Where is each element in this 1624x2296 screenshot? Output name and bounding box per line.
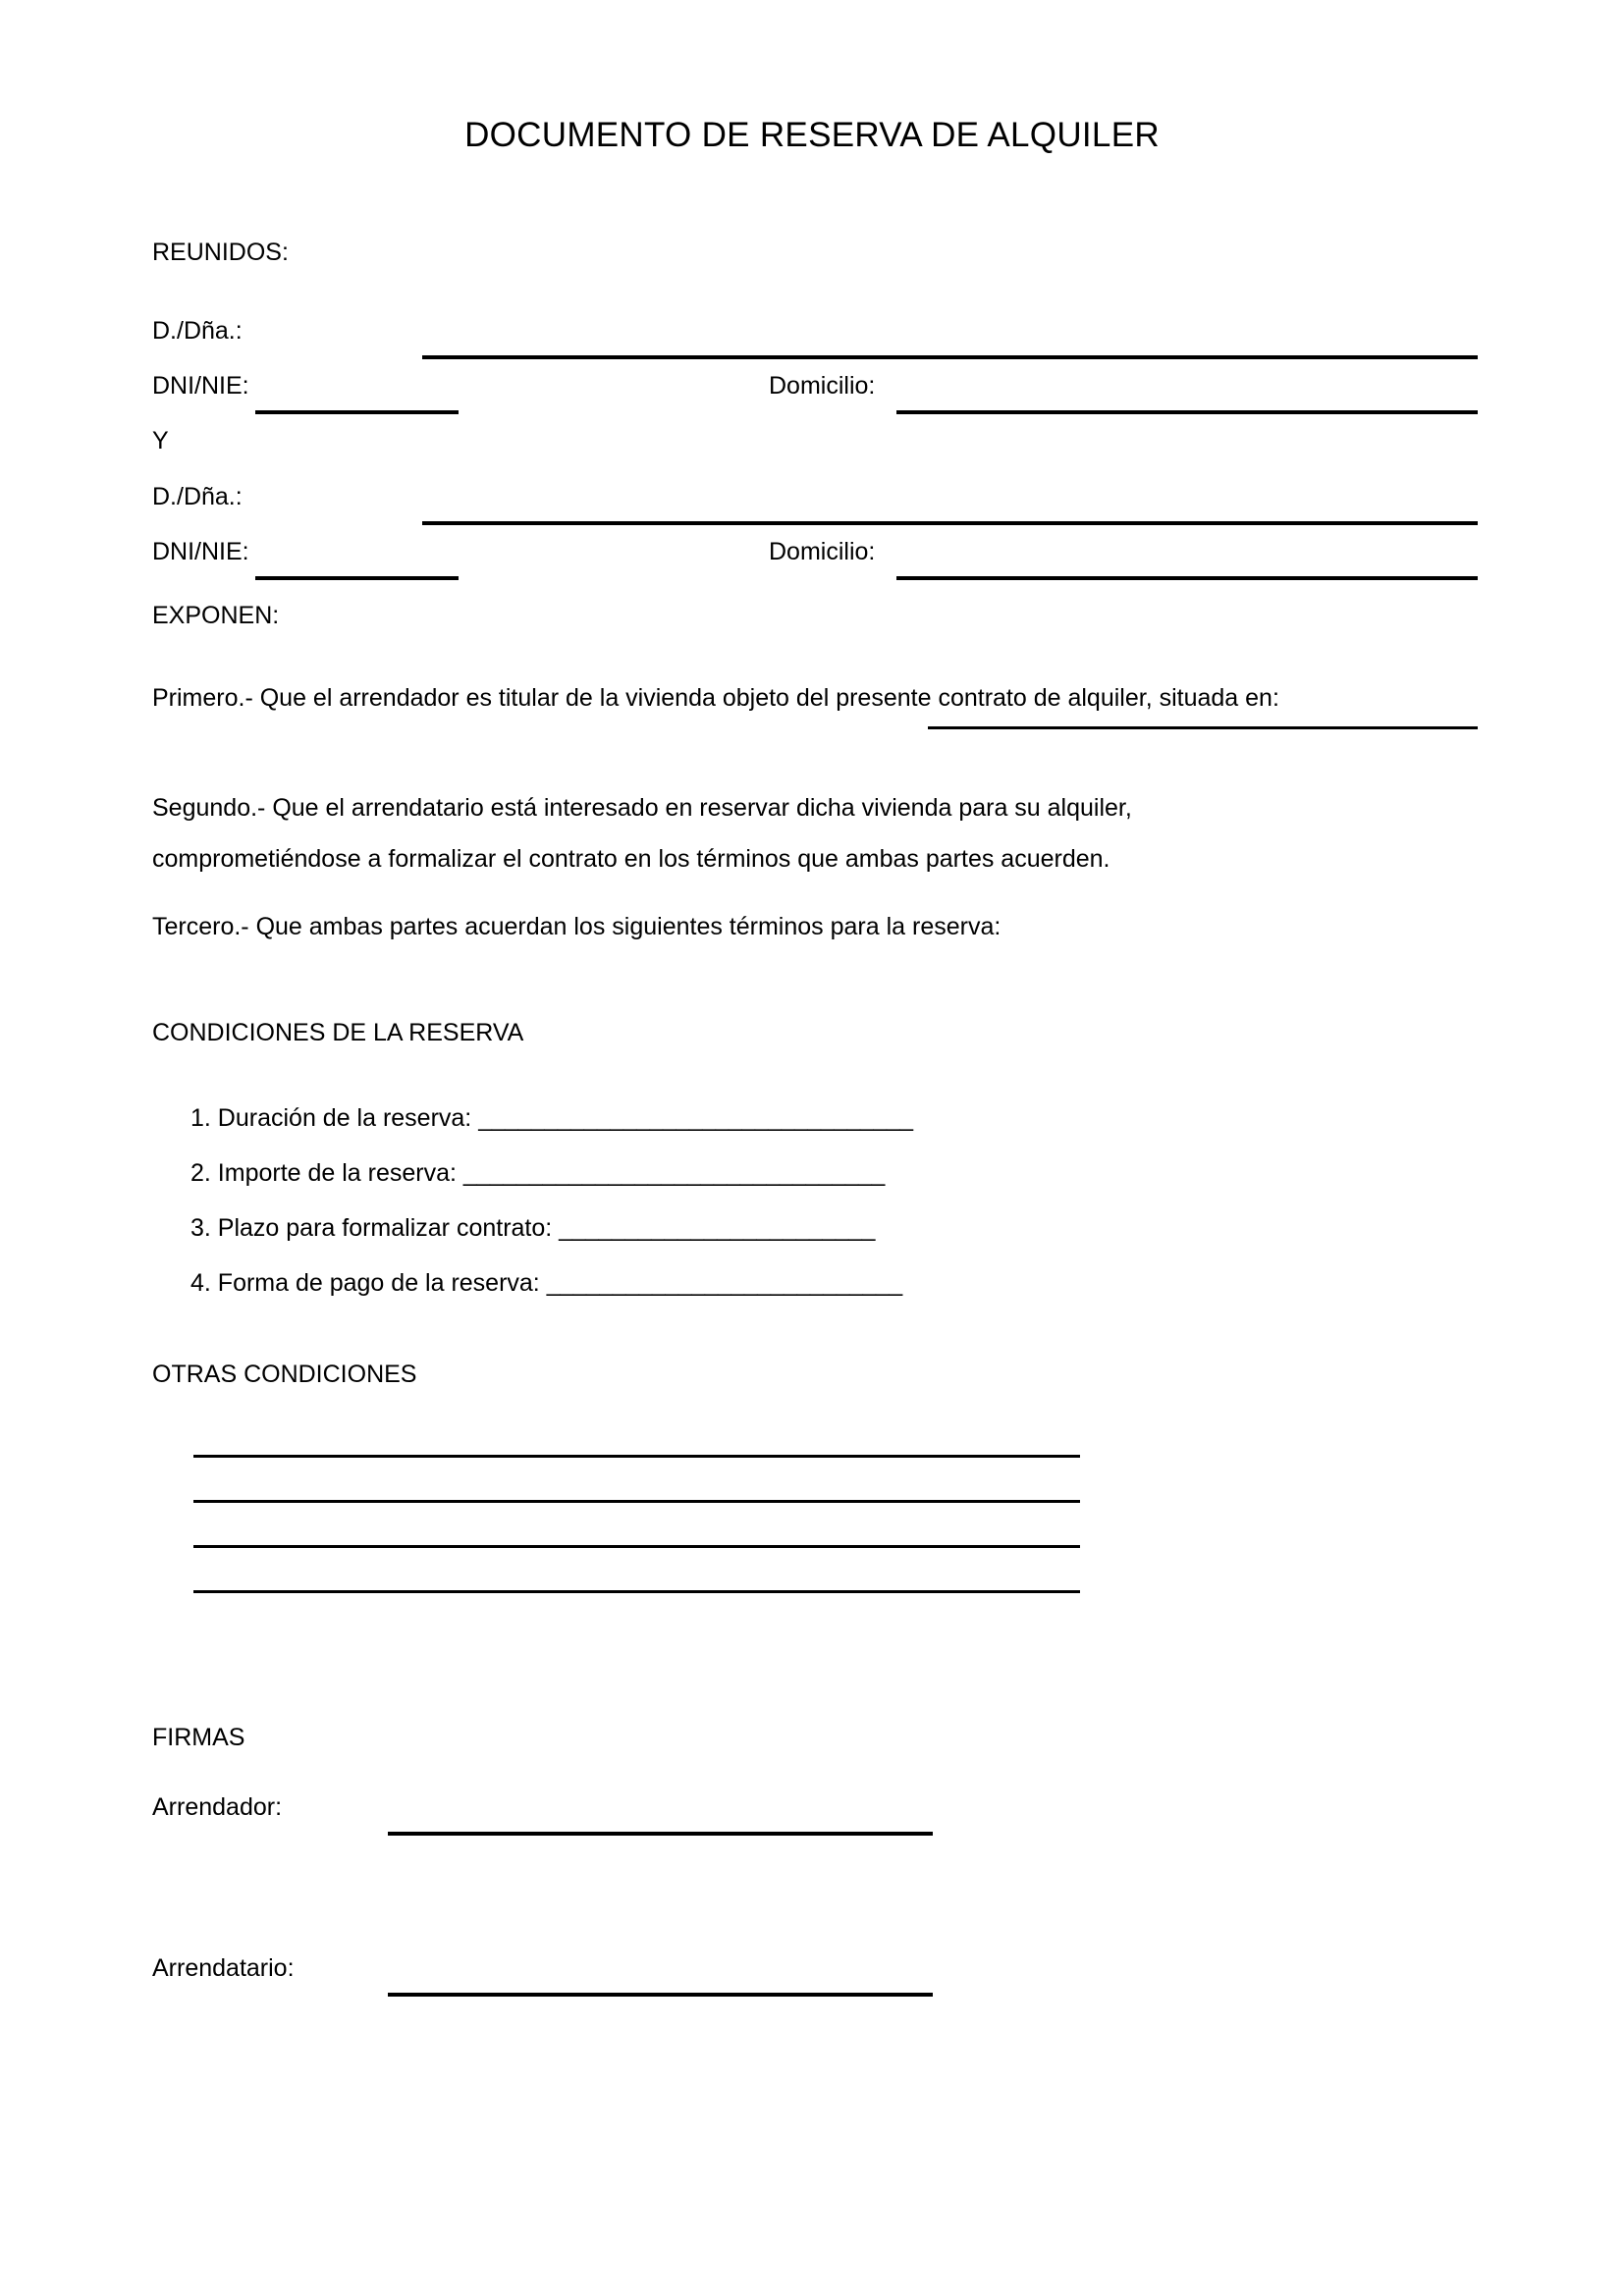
section-heading-reunidos: REUNIDOS: bbox=[152, 239, 289, 266]
condition-item-3-label: 3. Plazo para formalizar contrato: bbox=[190, 1214, 560, 1242]
condition-item-1-label: 1. Duración de la reserva: bbox=[190, 1104, 479, 1132]
otras-condiciones-blank-line[interactable] bbox=[193, 1545, 1080, 1548]
clause-segundo-line-2: comprometiéndose a formalizar el contrato en los términos que ambas partes acuerden. bbox=[152, 845, 1110, 873]
condition-item-4-label: 4. Forma de pago de la reserva: bbox=[190, 1269, 547, 1297]
landlord-signature-line[interactable] bbox=[388, 1832, 933, 1836]
otras-condiciones-blank-line[interactable] bbox=[193, 1455, 1080, 1458]
party-one-address-label: Domicilio: bbox=[769, 372, 876, 400]
party-two-name-label: D./Dña.: bbox=[152, 483, 243, 510]
party-one-id-field-line[interactable] bbox=[255, 410, 459, 414]
page-title: DOCUMENTO DE RESERVA DE ALQUILER bbox=[464, 116, 1160, 154]
party-two-address-field-line[interactable] bbox=[896, 576, 1478, 580]
party-one-name-field-line[interactable] bbox=[422, 355, 1478, 359]
condition-item-2 bbox=[190, 1156, 885, 1190]
party-two-name-field-line[interactable] bbox=[422, 521, 1478, 525]
parties-conjunction: Y bbox=[152, 427, 169, 454]
party-one-name-label: D./Dña.: bbox=[152, 317, 243, 345]
party-one-id-label: DNI/NIE: bbox=[152, 372, 249, 400]
otras-condiciones-blank-line[interactable] bbox=[193, 1590, 1080, 1593]
section-heading-otras-condiciones: OTRAS CONDICIONES bbox=[152, 1361, 417, 1388]
section-heading-exponen: EXPONEN: bbox=[152, 602, 280, 629]
tenant-signature-line[interactable] bbox=[388, 1993, 933, 1997]
clause-tercero: Tercero.- Que ambas partes acuerdan los siguientes términos para la reserva: bbox=[152, 913, 1001, 940]
condition-item-4 bbox=[190, 1266, 902, 1300]
section-heading-condiciones-reserva: CONDICIONES DE LA RESERVA bbox=[152, 1019, 524, 1046]
condition-item-4-fill-line[interactable]: ___________________________ bbox=[546, 1269, 902, 1297]
condition-item-3 bbox=[190, 1211, 875, 1245]
landlord-signature-label: Arrendador: bbox=[152, 1793, 283, 1821]
section-heading-firmas: FIRMAS bbox=[152, 1724, 245, 1751]
property-address-field-line[interactable] bbox=[928, 726, 1478, 729]
condition-item-3-fill-line[interactable]: ________________________ bbox=[559, 1214, 875, 1242]
tenant-signature-label: Arrendatario: bbox=[152, 1954, 295, 1982]
party-two-address-label: Domicilio: bbox=[769, 538, 876, 565]
condition-item-1 bbox=[190, 1101, 913, 1135]
clause-segundo-line-1: Segundo.- Que el arrendatario está interesado en reservar dicha vivienda para su alquiler, bbox=[152, 794, 1132, 822]
party-two-id-field-line[interactable] bbox=[255, 576, 459, 580]
condition-item-2-label: 2. Importe de la reserva: bbox=[190, 1159, 463, 1187]
otras-condiciones-blank-line[interactable] bbox=[193, 1500, 1080, 1503]
party-one-address-field-line[interactable] bbox=[896, 410, 1478, 414]
clause-primero: Primero.- Que el arrendador es titular de la vivienda objeto del presente contrato de alquiler, situada en: bbox=[152, 684, 1279, 712]
condition-item-1-fill-line[interactable]: _________________________________ bbox=[478, 1104, 913, 1132]
party-two-id-label: DNI/NIE: bbox=[152, 538, 249, 565]
condition-item-2-fill-line[interactable]: ________________________________ bbox=[462, 1159, 885, 1187]
